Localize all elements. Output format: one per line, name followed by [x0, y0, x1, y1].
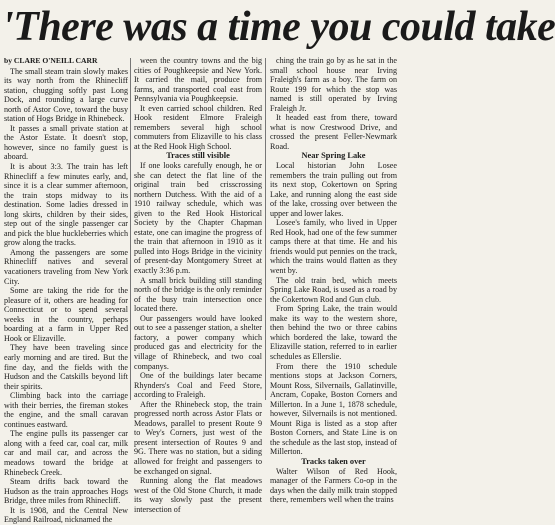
byline: by CLARE O'NEILL CARR — [4, 56, 98, 65]
body-paragraph: Climbing back into the carriage with their berries, the fireman stokes the engine, and the small caravan continues eastward. — [4, 391, 128, 429]
body-paragraph: If one looks carefully enough, he or she can detect the flat line of the original train bed crisscrossing northern Dutchess. With the aid of a 1910 railway schedule, which was given to the Red Hook Historical Society by the Chapter Chapman estate, one can imagine the progress of the train that afternoon in 1910 as it pulled into Hogs Bridge in the vicinity of present-day Montgomery Street at exactly 3:36 p.m. — [134, 161, 262, 276]
body-paragraph: Among the passengers are some Rhinecliff natives and several vacationers traveling from New York City. — [4, 247, 128, 286]
body-paragraph: After the Rhinebeck stop, the train progressed north across Astor Flats or Meadows, parallel to present Route 9 to Wey's Corners, just west of the present intersection of Routes 9 and 9G. There was no station, but a siding allowed for freight and passengers to be exchanged on signal. — [134, 399, 262, 476]
body-paragraph: From there the 1910 schedule mentions stops at Jackson Corners, Mount Ross, Silvernails, Gallatinville, Ancram, Copake, Boston Corners and Millerton. In a June 1, 1878 schedule, however, Silvernails is not mentioned. Mount Riga is listed as a stop after Boston Corners, and State Line is on the schedule as the last stop, instead of Millerton. — [270, 361, 397, 457]
body-paragraph: Walter Wilson of Red Hook, manager of the Farmers Co-op in the days when the daily milk train stopped there, remembers well when the trains — [270, 466, 397, 505]
body-paragraph: It even carried school children. Red Hook resident Elmore Fraleigh remembers several high school commuters from Elizaville to his class at the Red Hook High School. — [134, 103, 262, 151]
body-paragraph: One of the buildings later became Rhynders's Coal and Feed Store, according to Fraleigh. — [134, 371, 262, 400]
body-paragraph: Some are taking the ride for the pleasure of it, others are heading for Connecticut or to spend several weeks in the country, perhaps boarding at a farm in Upper Red Hook or Elizaville. — [4, 286, 128, 343]
body-paragraph: ween the country towns and the big cities of Poughkeepsie and New York. It carried the mail, produce from farms, and transported coal east from Pennsylvania via Poughkeepsie. — [134, 56, 262, 104]
column-divider — [265, 58, 266, 400]
section-subhead: Tracks taken over — [301, 456, 366, 466]
column-divider — [130, 58, 131, 400]
body-paragraph: Local historian John Losee remembers the train pulling out from its next stop, Cokertown on Spring Lake, and running along the east side of the lake, crossing over between the upper and lower lakes. — [270, 161, 397, 218]
body-paragraph: The small steam train slowly makes its way north from the Rhinecliff station, chugging softly past Long Dock, and rounding a large curve north of Astor Cove, toward the busy station of Hogs Bridge in Rhinebeck. — [4, 66, 128, 124]
section-subhead: Near Spring Lake — [301, 151, 366, 161]
body-paragraph: The engine pulls its passenger car along with a feed car, coal car, milk car and mail car, and across the meadows toward the bridge at Rhinebeck Creek. — [4, 429, 128, 477]
body-paragraph: Running along the flat meadows west of the Old Stone Church, it made its way slowly past the present intersection of — [134, 476, 262, 514]
article-column-3 — [270, 56, 397, 505]
section-subhead: Traces still visible — [166, 151, 230, 161]
body-paragraph: Losee's family, who lived in Upper Red Hook, had one of the few summer camps there at that time. He and his friends would put pennies on the track, which the trains would flatten as they went by. — [270, 218, 397, 276]
body-paragraph: They have been traveling since early morning and are tired. But the fine day, and the fields with the Hudson and the Catskills beyond lift their spirits. — [4, 343, 128, 391]
body-paragraph: It passes a small private station at the Astor Estate. It doesn't stop, however, since no family guest is aboard. — [4, 123, 128, 162]
body-paragraph: The old train bed, which meets Spring Lake Road, is used as a road by the Cokertown Rod and Gun club. — [270, 275, 397, 304]
body-paragraph: Steam drifts back toward the Hudson as the train approaches Hogs Bridge, three miles from Rhinecliff. — [4, 477, 128, 506]
body-paragraph: It is 1908, and the Central New England Railroad, nicknamed the — [4, 505, 128, 525]
article-headline: 'There was a time you could take — [2, 4, 555, 50]
body-paragraph: ching the train go by as he sat in the small school house near Irving Fraleigh's farm as a boy. The farm on Route 199 for which the stop was named is still operated by Irving Fraleigh Jr. — [270, 56, 397, 113]
body-paragraph: Our passengers would have looked out to see a passenger station, a shelter factory, a power company which produced gas and electricity for the village of Rhinebeck, and two coal companys. — [134, 313, 262, 371]
article-column-1 — [4, 56, 128, 525]
body-paragraph: A small brick building still standing north of the bridge is the only reminder of the busy train intersection once located there. — [134, 275, 262, 314]
article-column-2 — [134, 56, 262, 514]
body-paragraph: It is about 3:3. The train has left Rhinecliff a few minutes early, and, since it is a clear summer afternoon, the train stops midway to its destination. Some ladies dressed in long skirts, children by their sides, step out of the single passenger car and pick the blue huckleberries which grow along the tracks. — [4, 162, 128, 248]
body-paragraph: From Spring Lake, the train would make its way to the western shore, then behind the two or three cabins which bordered the lake, toward the Elizaville station, referred to in earlier schedules as Ellerslie. — [270, 304, 397, 361]
body-paragraph: It headed east from there, toward what is now Crestwood Drive, and crossed the present Feller-Newmark Road. — [270, 113, 397, 151]
